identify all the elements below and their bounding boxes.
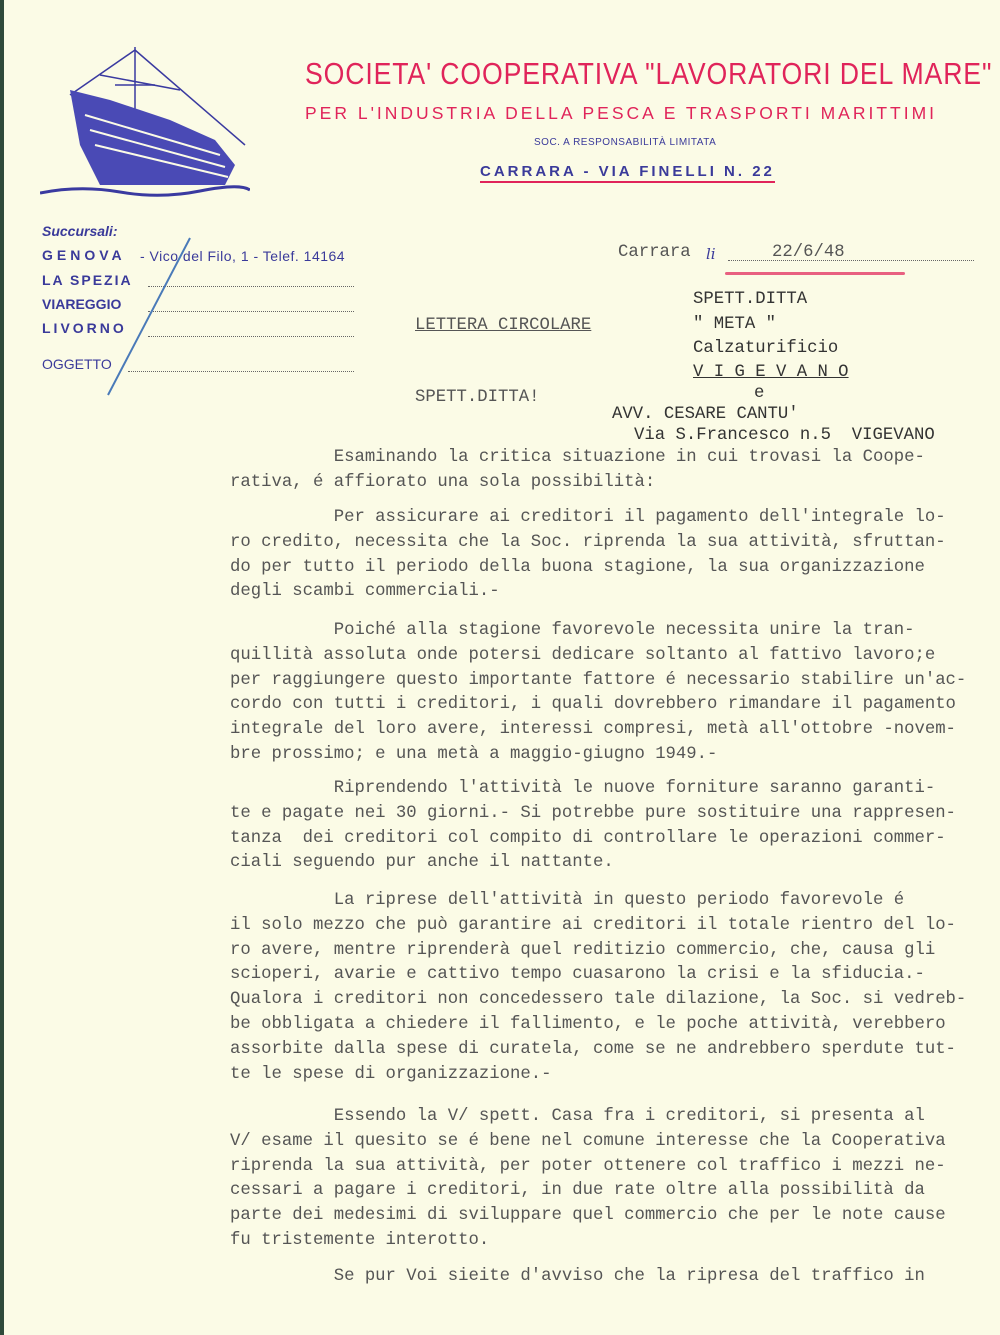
body-line: La riprese dell'attività in questo periodo favorevole é xyxy=(230,891,905,910)
body-line: do per tutto il periodo della buona stagione, la sua organizzazione xyxy=(230,557,925,577)
body-line: scioperi, avarie e cattivo tempo cuasarono la crisi e la sfiducia.- xyxy=(230,965,925,985)
company-address: CARRARA - VIA FINELLI N. 22 xyxy=(480,163,775,183)
body-line: ciali seguendo pur anche il nattante. xyxy=(230,853,614,873)
recipient-line: V I G E V A N O xyxy=(693,363,849,382)
company-name: SOCIETA' COOPERATIVA "LAVORATORI DEL MARE" xyxy=(305,56,993,91)
body-line: Esaminando la critica situazione in cui trovasi la Coope- xyxy=(230,448,925,467)
body-line: Qualora i creditori non concedessero tale dilazione, la Soc. si vedreb- xyxy=(230,990,967,1010)
body-line: Per assicurare ai creditori il pagamento dell'integrale lo- xyxy=(230,508,946,527)
recipient-line: AVV. CESARE CANTU' xyxy=(612,405,799,424)
place: Carrara xyxy=(618,243,691,262)
body-line: tanza dei creditori col compito di controllare le operazioni commer- xyxy=(230,828,946,848)
body-line: te le spese di organizzazione.- xyxy=(230,1064,552,1084)
recipient-line: SPETT.DITTA xyxy=(693,290,808,309)
body-line: Riprendendo l'attività le nuove forniture saranno garanti- xyxy=(230,779,936,798)
body-line: bre prossimo; e una metà a maggio-giugno 1949.- xyxy=(230,745,718,764)
subject-label: OGGETTO xyxy=(42,356,112,372)
company-subtitle: PER L'INDUSTRIA DELLA PESCA E TRASPORTI MARITTIMI xyxy=(305,103,938,123)
body-line: riprenda la sua attività, per poter ottenere col traffico i mezzi ne- xyxy=(230,1156,946,1176)
dotted-line xyxy=(728,260,974,261)
branch-city: LA SPEZIA xyxy=(42,272,133,288)
body-line: il solo mezzo che può garantire ai creditori il totale rientro del lo- xyxy=(230,915,956,935)
red-mark xyxy=(725,272,905,275)
body-line: Se pur Voi sieite d'avviso che la ripresa del traffico in xyxy=(230,1267,925,1286)
branch-city: GENOVA xyxy=(42,247,126,263)
body-line: cordo con tutti i creditori, i quali dovrebbero rimandare il pagamento xyxy=(230,695,956,715)
body-line: ro avere, mentre riprenderà quel reditizio commercio, che, causa gli xyxy=(230,940,936,960)
body-line: V/ esame il quesito se é bene nel comune interesse che la Cooperativa xyxy=(230,1131,946,1151)
letter-date: 22/6/48 xyxy=(772,243,845,262)
legal-form: SOC. A RESPONSABILITÀ LIMITATA xyxy=(534,137,717,148)
recipient-line: Calzaturificio xyxy=(693,339,839,358)
body-line: te e pagate nei 30 giorni.- Si potrebbe pure sostituire una rappresen- xyxy=(230,803,956,823)
body-line: Essendo la V/ spett. Casa fra i creditori, si presenta al xyxy=(230,1107,925,1126)
salutation: SPETT.DITTA! xyxy=(415,388,540,407)
body-line: ro credito, necessita che la Soc. riprenda la sua attività, sfruttan- xyxy=(230,532,946,552)
recipient-line: Via S.Francesco n.5 VIGEVANO xyxy=(634,426,935,445)
pen-stroke xyxy=(100,235,195,400)
body-line: assorbite dalla spese di curatela, come se ne andrebbero sperdute tut- xyxy=(230,1039,956,1059)
body-line: cessari a pagare i creditori, in due rate oltre alla possibilità da xyxy=(230,1181,925,1201)
branches-label: Succursali: xyxy=(42,223,118,239)
branch-city: VIAREGGIO xyxy=(42,296,122,312)
body-line: fu tristemente interotto. xyxy=(230,1231,490,1250)
branch-city: LIVORNO xyxy=(42,320,127,336)
letter-type: LETTERA CIRCOLARE xyxy=(415,316,592,335)
body-line: degli scambi commerciali.- xyxy=(230,582,500,602)
body-line: Poiché alla stagione favorevole necessita unire la tran- xyxy=(230,621,915,640)
body-line: parte dei medesimi di sviluppare quel commercio che per le note cause xyxy=(230,1206,946,1226)
body-line: be obbligata a chiedere il fallimento, e le poche attività, verebbero xyxy=(230,1015,946,1034)
body-line: integrale del loro avere, interessi compresi, metà all'ottobre -novem- xyxy=(230,720,956,740)
body-line: quillità assoluta onde potersi dedicare soltanto al fattivo lavoro;e xyxy=(230,645,936,665)
recipient-line: e xyxy=(754,384,765,403)
date-prefix: li xyxy=(706,245,716,263)
page-edge xyxy=(0,0,4,1335)
body-line: per raggiungere questo importante fattore é necessario stabilire un'ac- xyxy=(230,670,967,690)
branch-detail: - Vico del Filo, 1 - Telef. 14164 xyxy=(140,248,346,264)
recipient-line: " META " xyxy=(693,315,776,334)
ship-icon xyxy=(40,45,250,200)
body-line: rativa, é affiorato una sola possibilità: xyxy=(230,472,656,492)
